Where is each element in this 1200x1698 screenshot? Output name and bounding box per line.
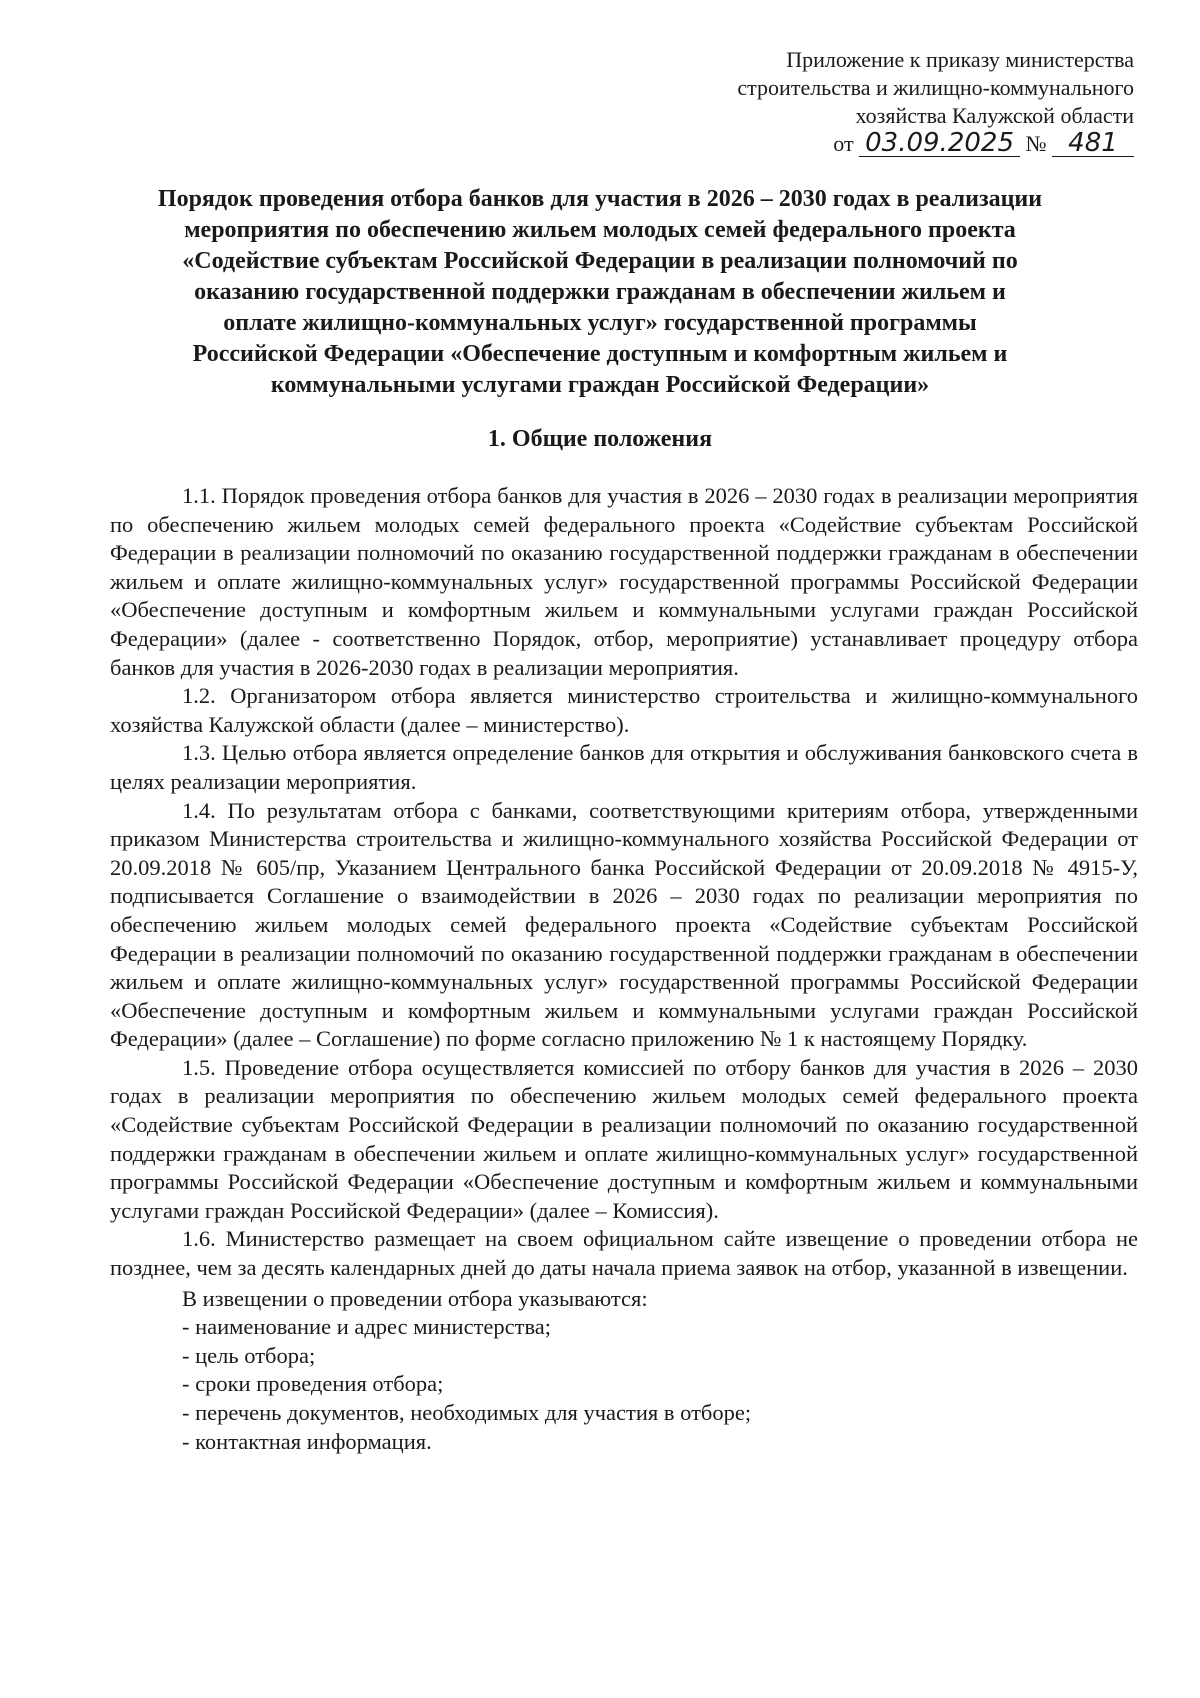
title-line: Порядок проведения отбора банков для участия в 2026 – 2030 годах в реализации (157, 186, 1043, 212)
title-line: Российской Федерации «Обеспечение доступным и комфортным жильем и (192, 341, 1008, 367)
title-line: оказанию государственной поддержки гражданам в обеспечении жильем и (194, 279, 1006, 305)
document-title (118, 184, 1082, 401)
paragraph-1-3: 1.3. Целью отбора является определение банков для открытия и обслуживания банковского счета в целях реализации мероприятия. (110, 740, 1138, 794)
approval-header (737, 46, 1134, 158)
list-item: - контактная информация. (182, 1428, 432, 1454)
header-line-2: строительства и жилищно-коммунального (737, 75, 1134, 100)
title-line: «Содействие субъектам Российской Федерации в реализации полномочий по (182, 248, 1018, 274)
paragraph-1-6: 1.6. Министерство размещает на своем официальном сайте извещение о проведении отбора не позднее, чем за десять календарных дней до даты начала приема заявок на отбор, указанной в извещении. (110, 1226, 1138, 1281)
list-item: - цель отбора; (182, 1342, 316, 1368)
list-item: - наименование и адрес министерства; (182, 1314, 552, 1340)
title-line: коммунальными услугами граждан Российской Федерации» (270, 372, 930, 398)
header-line-3: хозяйства Калужской области (855, 103, 1134, 128)
list-item: - сроки проведения отбора; (182, 1371, 444, 1397)
paragraph-1-4: 1.4. По результатам отбора с банками, соответствующими критериям отбора, утвержденными приказом Министерства строительства и жилищно-коммунального хозяйства Российской Федерации от 20.09.2018 № 605/пр, Указанием Центрального банка Российской Федерации от 20.09.2018 № 4915-У, подписывается Соглашение о взаимодействии в 2026 – 2030 годах по реализации мероприятия по обеспечению жильем молодых семей федерального проекта «Содействие субъектам Российской Федерации в реализации полномочий по оказанию государственной поддержки гражданам в обеспечении жильем и оплате жилищно-коммунальных услуг» государственной программы Российской Федерации «Обеспечение доступным и комфортным жильем и коммунальными услугами граждан Российской Федерации» (далее – Соглашение) по форме согласно приложению № 1 к настоящему Порядку. (110, 797, 1138, 1052)
document-body (110, 482, 1138, 1456)
title-line: оплате жилищно-коммунальных услуг» государственной программы (223, 310, 977, 336)
handwritten-number: 481 (1052, 130, 1134, 157)
title-line: мероприятия по обеспечению жильем молодых семей федерального проекта (184, 217, 1016, 243)
paragraph-1-5: 1.5. Проведение отбора осуществляется комиссией по отбору банков для участия в 2026 – 2030 годах в реализации мероприятия по обеспечению жильем молодых семей федерального проекта «Содействие субъектам Российской Федерации в реализации полномочий по оказанию государственной поддержки гражданам в обеспечении жильем и оплате жилищно-коммунальных услуг» государственной программы Российской Федерации «Обеспечение доступным и комфортным жильем и коммунальными услугами граждан Российской Федерации» (далее – Комиссия). (110, 1054, 1138, 1223)
notice-intro: В извещении о проведении отбора указываются: (182, 1285, 648, 1311)
notice-list (110, 1313, 1138, 1456)
paragraph-1-1: 1.1. Порядок проведения отбора банков для участия в 2026 – 2030 годах в реализации мероприятия по обеспечению жильем молодых семей федерального проекта «Содействие субъектам Российской Федерации в реализации полномочий по оказанию государственной поддержки гражданам в обеспечении жильем и оплате жилищно-коммунальных услуг» государственной программы Российской Федерации «Обеспечение доступным и комфортным жильем и коммунальными услугами граждан Российской Федерации» (далее - соответственно Порядок, отбор, мероприятие) устанавливает процедуру отбора банков для участия в 2026-2030 годах в реализации мероприятия. (110, 483, 1138, 680)
section-heading: 1. Общие положения (487, 426, 713, 452)
header-line-1: Приложение к приказу министерства (786, 47, 1134, 72)
header-date-line (737, 130, 1134, 158)
handwritten-date: 03.09.2025 (859, 130, 1020, 157)
from-label: от (833, 131, 854, 156)
number-label: № (1025, 131, 1047, 156)
list-item: - перечень документов, необходимых для участия в отборе; (182, 1400, 752, 1425)
paragraph-1-2: 1.2. Организатором отбора является министерство строительства и жилищно-коммунального хозяйства Калужской области (далее – министерство). (110, 683, 1138, 737)
